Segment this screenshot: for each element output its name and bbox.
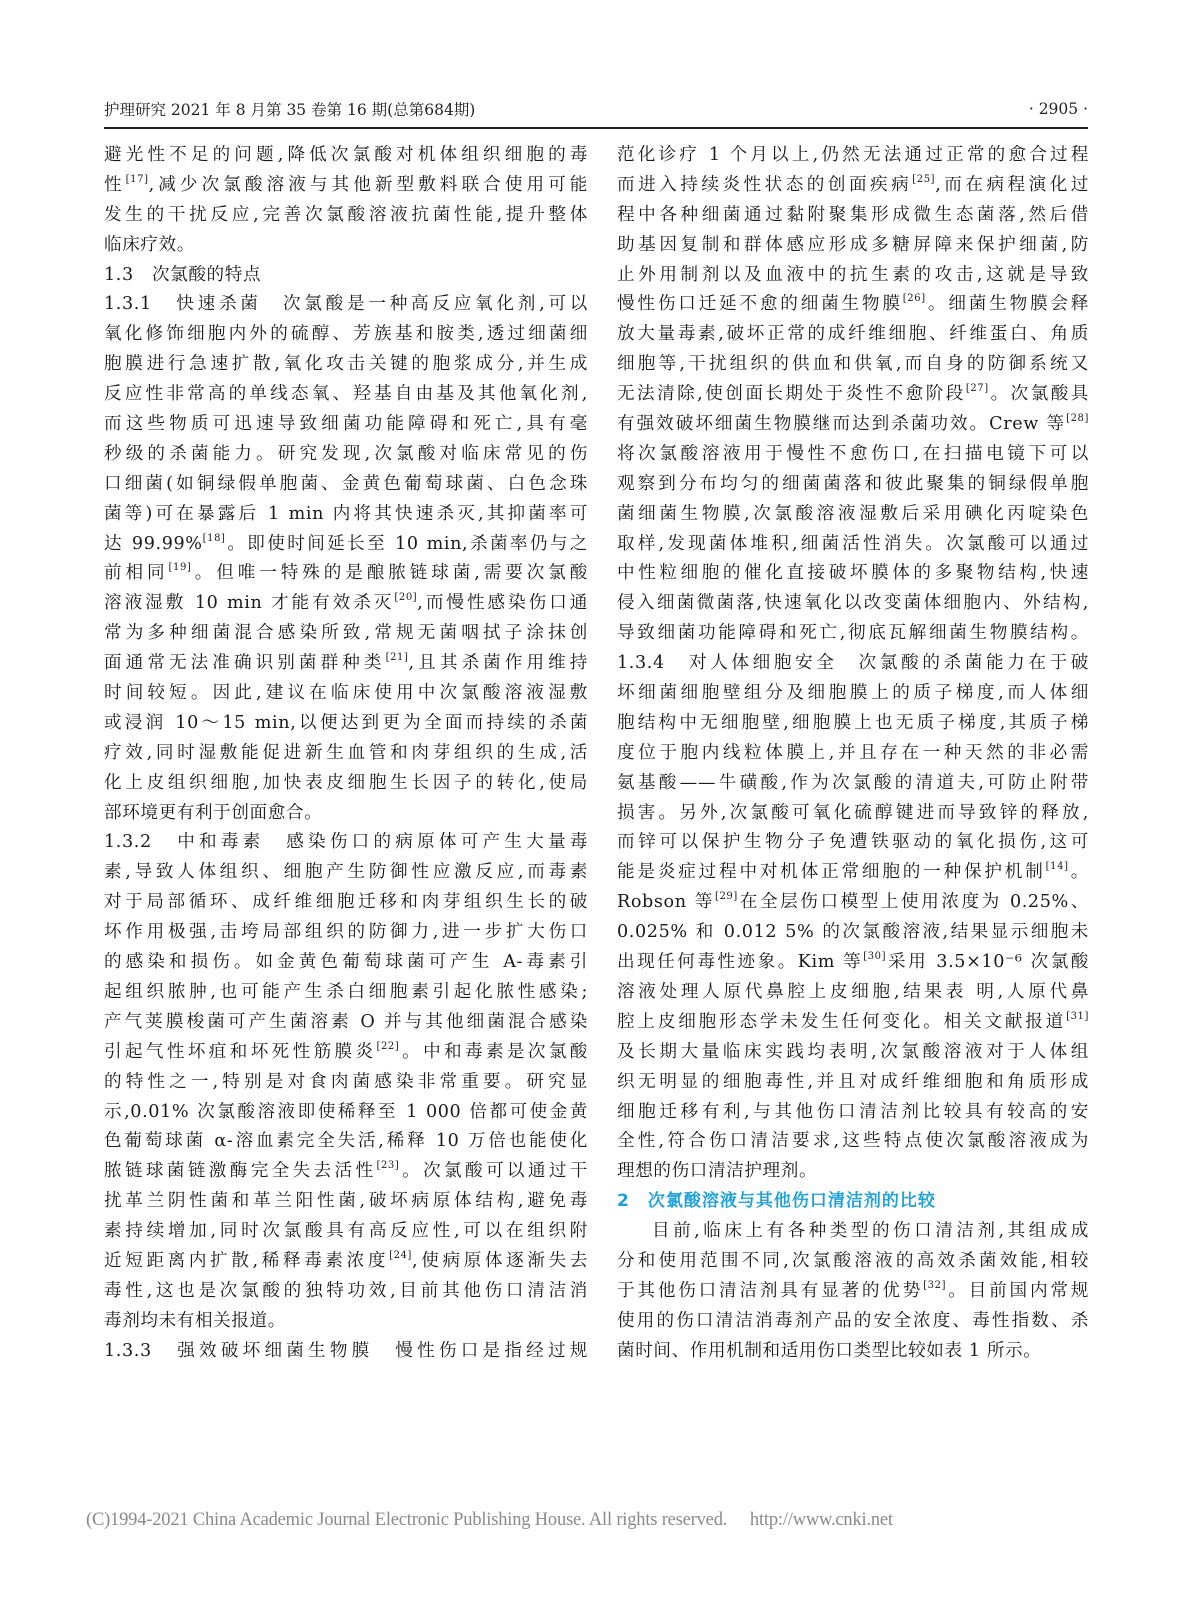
- text-line: [104, 948, 588, 978]
- text-line: [617, 828, 1089, 858]
- line-text: 细胞迁移有利,与其他伤口清洁剂比较具有较高的安: [617, 1101, 1089, 1122]
- text-line: [104, 858, 588, 888]
- citation-ref: [17]: [125, 173, 149, 185]
- text-line: [617, 948, 1089, 978]
- citation-ref: [27]: [965, 383, 989, 395]
- citation-ref: [31]: [1066, 1010, 1089, 1022]
- line-text: 或浸润 10～15 min,以便达到更为全面而持续的杀菌: [104, 712, 588, 733]
- text-line: [104, 1247, 588, 1277]
- line-text: 素持续增加,同时次氯酸具有高反应性,可以在组织附: [104, 1221, 588, 1242]
- text-line: [617, 1277, 1089, 1307]
- citation-ref: [21]: [385, 652, 409, 664]
- line-text: ,而慢性感染伤口通: [417, 593, 588, 614]
- line-text: 及长期大量临床实践均表明,次氯酸溶液对于人体组: [617, 1041, 1089, 1062]
- line-text: 胞结构中无细胞壁,细胞膜上也无质子梯度,其质子梯: [617, 712, 1089, 733]
- text-line: [617, 679, 1089, 709]
- text-line: [104, 559, 588, 589]
- text-line: [617, 559, 1089, 589]
- citation-ref: [19]: [168, 562, 192, 574]
- line-text: 近短距离内扩散,稀释毒素浓度: [104, 1250, 390, 1271]
- line-text: 而进入持续炎性状态的创面疾病: [617, 174, 913, 195]
- text-line: [617, 799, 1089, 829]
- text-line: [104, 679, 588, 709]
- text-line: [104, 799, 588, 829]
- text-line: [104, 619, 588, 649]
- line-text: 素,导致人体组织、细胞产生防御性应激反应,而毒素: [104, 862, 588, 883]
- text-line: [617, 1337, 1089, 1367]
- text-line: [104, 1038, 588, 1068]
- citation-ref: [14]: [1045, 861, 1069, 873]
- line-text: 中性粒细胞的催化直接破坏膜体的多聚物结构,快速: [617, 563, 1089, 584]
- line-text: 无法清除,使创面长期处于炎性不愈阶段: [617, 384, 966, 405]
- page-number: · 2905 ·: [1028, 100, 1088, 118]
- citation-ref: [20]: [394, 592, 418, 604]
- line-text: 将次氯酸溶液用于慢性不愈伤口,在扫描电镜下可以: [617, 443, 1089, 464]
- line-text: 扰革兰阴性菌和革兰阳性菌,破坏病原体结构,避免毒: [104, 1191, 588, 1212]
- text-line: [104, 290, 588, 320]
- text-line: [617, 171, 1089, 201]
- line-text: 损害。另外,次氯酸可氧化硫醇键进而导致锌的释放,: [617, 802, 1089, 823]
- line-text: 1.3 次氯酸的特点: [104, 264, 262, 285]
- right-column: [617, 141, 1089, 1367]
- text-line: [617, 1157, 1089, 1187]
- text-line: [617, 888, 1089, 918]
- line-text: 疗效,同时湿敷能促进新生血管和肉芽组织的生成,活: [104, 742, 588, 763]
- copyright-footer: (C)1994-2021 China Academic Journal Electronic Publishing House. All rights reserved. http://www.cnki.net: [86, 1510, 893, 1530]
- line-text: 。次氯酸可以通过干: [399, 1161, 588, 1182]
- line-text: 时间较短。因此,建议在临床使用中次氯酸溶液湿敷: [104, 683, 588, 704]
- line-text: 0.025% 和 0.012 5% 的次氯酸溶液,结果显示细胞未: [617, 922, 1089, 943]
- text-line: [104, 1277, 588, 1307]
- line-text: 达 99.99%: [104, 533, 203, 554]
- text-line: [104, 410, 588, 440]
- text-line: [617, 380, 1089, 410]
- text-line: [104, 380, 588, 410]
- line-text: 而锌可以保护生物分子免遭铁驱动的氧化损伤,这可: [617, 832, 1089, 853]
- text-line: [617, 709, 1089, 739]
- text-line: [104, 201, 588, 231]
- text-line: [617, 440, 1089, 470]
- left-column: [104, 141, 588, 1367]
- line-text: 部环境更有利于创面愈合。: [104, 802, 323, 823]
- line-text: ,减少次氯酸溶液与其他新型敷料联合使用可能: [148, 174, 588, 195]
- text-line: [104, 231, 588, 261]
- text-line: [617, 141, 1089, 171]
- line-text: 。即使时间延长至 10 min,杀菌率仍与之: [225, 533, 588, 554]
- line-text: 使用的伤口清洁消毒剂产品的安全浓度、毒性指数、杀: [617, 1310, 1089, 1331]
- citation-ref: [29]: [714, 891, 738, 903]
- text-line: [104, 141, 588, 171]
- citation-ref: [22]: [376, 1040, 400, 1052]
- line-text: 于其他伤口清洁剂具有显著的优势: [617, 1280, 924, 1301]
- line-text: 口细菌(如铜绿假单胞菌、金黄色葡萄球菌、白色念珠: [104, 473, 588, 494]
- line-text: 放大量毒素,破坏正常的成纤维细胞、纤维蛋白、角质: [617, 324, 1089, 345]
- text-line: [617, 1098, 1089, 1128]
- citation-ref: [28]: [1066, 413, 1089, 425]
- line-text: 坏细菌细胞壁组分及细胞膜上的质子梯度,而人体细: [617, 683, 1089, 704]
- line-text: 的感染和损伤。如金黄色葡萄球菌可产生 A-毒素引: [104, 952, 588, 973]
- line-text: 菌时间、作用机制和适用伤口类型比较如表 1 所示。: [617, 1340, 1042, 1361]
- text-line: [617, 350, 1089, 380]
- text-line: [104, 350, 588, 380]
- line-text: 慢性伤口迁延不愈的细菌生物膜: [617, 294, 903, 315]
- line-text: 能是炎症过程中对机体正常细胞的一种保护机制: [617, 862, 1046, 883]
- text-line: [617, 470, 1089, 500]
- line-text: 度位于胞内线粒体膜上,并且存在一种天然的非必需: [617, 742, 1089, 763]
- line-text: 溶液处理人原代鼻腔上皮细胞,结果表 明,人原代鼻: [617, 981, 1089, 1002]
- citation-ref: [25]: [912, 173, 936, 185]
- line-text: 氨基酸——牛磺酸,作为次氯酸的清道夫,可防止附带: [617, 772, 1089, 793]
- line-text: 细胞等,干扰组织的供血和供氧,而自身的防御系统又: [617, 354, 1089, 375]
- line-text: 1.3.4 对人体细胞安全 次氯酸的杀菌能力在于破: [617, 653, 1089, 674]
- line-text: 胞膜进行急速扩散,氧化攻击关键的胞浆成分,并生成: [104, 354, 588, 375]
- line-text: 取样,发现菌体堆积,细菌活性消失。次氯酸可以通过: [617, 533, 1089, 554]
- line-text: 观察到分布均匀的细菌菌落和彼此聚集的铜绿假单胞: [617, 473, 1089, 494]
- text-line: [617, 769, 1089, 799]
- line-text: 化上皮组织细胞,加快表皮细胞生长因子的转化,使局: [104, 772, 588, 793]
- line-text: 有强效破坏细菌生物膜继而达到杀菌功效。Crew 等: [617, 414, 1067, 435]
- line-text: 。目前国内常规: [946, 1280, 1089, 1301]
- line-text: 前相同: [104, 563, 169, 584]
- line-text: 理想的伤口清洁护理剂。: [617, 1161, 818, 1182]
- line-text: 引起气性坏疽和坏死性筋膜炎: [104, 1041, 377, 1062]
- line-text: 脓链球菌链激酶完全失去活性: [104, 1161, 377, 1182]
- text-line: [104, 470, 588, 500]
- line-text: 全性,符合伤口清洁要求,这些特点使次氯酸溶液成为: [617, 1131, 1089, 1152]
- text-line: [617, 530, 1089, 560]
- line-text: 侵入细菌微菌落,快速氧化以改变菌体细胞内、外结构,: [617, 593, 1089, 614]
- text-line: [104, 1127, 588, 1157]
- line-text: 在全层伤口模型上使用浓度为 0.25%、: [737, 892, 1089, 913]
- line-text: 。次氯酸具: [988, 384, 1089, 405]
- text-line: [104, 649, 588, 679]
- line-text: 织无明显的细胞毒性,并且对成纤维细胞和角质形成: [617, 1071, 1089, 1092]
- citation-ref: [23]: [376, 1160, 400, 1172]
- text-line: [617, 290, 1089, 320]
- text-line: [617, 1127, 1089, 1157]
- text-line: [104, 530, 588, 560]
- subsection-heading: [104, 261, 588, 291]
- text-line: [104, 888, 588, 918]
- text-line: [104, 1157, 588, 1187]
- line-text: 腔上皮细胞形态学未发生任何变化。相关文献报道: [617, 1011, 1067, 1032]
- line-text: 1.3.2 中和毒素 感染伤口的病原体可产生大量毒: [104, 832, 588, 853]
- text-line: [104, 769, 588, 799]
- text-line: [617, 1038, 1089, 1068]
- line-text: 1.3.1 快速杀菌 次氯酸是一种高反应氧化剂,可以: [104, 294, 588, 315]
- line-text: 程中各种细菌通过黏附聚集形成微生态菌落,然后借: [617, 204, 1089, 225]
- line-text: 临床疗效。: [104, 234, 195, 255]
- line-text: 色葡萄球菌 α-溶血素完全失活,稀释 10 万倍也能使化: [104, 1131, 588, 1152]
- text-line: [617, 1217, 1089, 1247]
- line-text: 避光性不足的问题,降低次氯酸对机体组织细胞的毒: [104, 145, 588, 165]
- text-line: [104, 918, 588, 948]
- citation-ref: [26]: [902, 293, 926, 305]
- line-text: 1.3.3 强效破坏细菌生物膜 慢性伤口是指经过规: [104, 1340, 588, 1361]
- line-text: 。细菌生物膜会释: [925, 294, 1089, 315]
- line-text: 反应性非常高的单线态氧、羟基自由基及其他氧化剂,: [104, 384, 588, 405]
- line-text: 产气荚膜梭菌可产生菌溶素 O 并与其他细菌混合感染: [104, 1011, 588, 1032]
- text-line: [617, 201, 1089, 231]
- citation-ref: [24]: [389, 1249, 413, 1261]
- line-text: ,使病原体逐渐失去: [412, 1250, 588, 1271]
- line-text: 对于局部循环、成纤维细胞迁移和肉芽组织生长的破: [104, 892, 588, 913]
- line-text: 出现任何毒性迹象。Kim 等: [617, 952, 864, 973]
- line-text: 2 次氯酸溶液与其他伤口清洁剂的比较: [617, 1191, 936, 1212]
- header-divider: [104, 127, 1088, 129]
- text-line: [617, 231, 1089, 261]
- line-text: 坏作用极强,击垮局部组织的防御力,进一步扩大伤口: [104, 922, 588, 943]
- line-text: 导致细菌功能障碍和死亡,彻底瓦解细菌生物膜结构。: [617, 623, 1089, 644]
- line-text: 毒性,这也是次氯酸的独特功效,目前其他伤口清洁消: [104, 1280, 588, 1301]
- text-line: [617, 261, 1089, 291]
- line-text: 面通常无法准确识别菌群种类: [104, 653, 386, 674]
- text-line: [617, 978, 1089, 1008]
- text-line: [617, 918, 1089, 948]
- text-line: [104, 1187, 588, 1217]
- line-text: 示,0.01% 次氯酸溶液即使稀释至 1 000 倍都可使金黄: [104, 1101, 588, 1122]
- line-text: 采用 3.5×10⁻⁶ 次氯酸: [886, 952, 1089, 973]
- text-line: [104, 1217, 588, 1247]
- line-text: ,而在病程演化过: [935, 174, 1089, 195]
- text-line: [617, 739, 1089, 769]
- section-heading: [617, 1187, 1089, 1217]
- line-text: 。但唯一特殊的是酿脓链球菌,需要次氯酸: [191, 563, 588, 584]
- text-line: [104, 978, 588, 1008]
- text-line: [104, 709, 588, 739]
- line-text: 毒剂均未有相关报道。: [104, 1310, 286, 1331]
- line-text: 溶液湿敷 10 min 才能有效杀灭: [104, 593, 395, 614]
- text-line: [617, 320, 1089, 350]
- text-line: [104, 1068, 588, 1098]
- text-line: [104, 1337, 588, 1367]
- text-line: [617, 858, 1089, 888]
- journal-citation: 护理研究 2021 年 8 月第 35 卷第 16 期(总第684期): [104, 101, 476, 119]
- line-text: 范化诊疗 1 个月以上,仍然无法通过正常的愈合过程: [617, 145, 1089, 165]
- text-line: [617, 589, 1089, 619]
- line-text: 氧化修饰细胞内外的硫醇、芳族基和胺类,透过细菌细: [104, 324, 588, 345]
- line-text: 而这些物质可迅速导致细菌功能障碍和死亡,具有毫: [104, 414, 588, 435]
- running-header: [104, 92, 1088, 126]
- line-text: 菌细菌生物膜,次氯酸溶液湿敷后采用碘化丙啶染色: [617, 503, 1089, 524]
- text-line: [617, 1307, 1089, 1337]
- text-line: [104, 171, 588, 201]
- line-text: 发生的干扰反应,完善次氯酸溶液抗菌性能,提升整体: [104, 204, 588, 225]
- line-text: Robson 等: [617, 892, 715, 913]
- text-line: [104, 828, 588, 858]
- text-line: [104, 320, 588, 350]
- line-text: 目前,临床上有各种类型的伤口清洁剂,其组成成: [652, 1221, 1089, 1242]
- line-text: 分和使用范围不同,次氯酸溶液的高效杀菌效能,相较: [617, 1250, 1089, 1271]
- text-line: [104, 589, 588, 619]
- line-text: 止外用制剂以及血液中的抗生素的攻击,这就是导致: [617, 264, 1089, 285]
- text-line: [617, 649, 1089, 679]
- line-text: 菌等)可在暴露后 1 min 内将其快速杀灭,其抑菌率可: [104, 503, 588, 524]
- line-text: 助基因复制和群体感应形成多糖屏障来保护细菌,防: [617, 234, 1089, 255]
- text-line: [617, 1068, 1089, 1098]
- line-text: 的特性之一,特别是对食肉菌感染非常重要。研究显: [104, 1071, 588, 1092]
- text-line: [617, 619, 1089, 649]
- text-line: [104, 739, 588, 769]
- line-text: 起组织脓肿,也可能产生杀白细胞素引起化脓性感染;: [104, 981, 588, 1002]
- line-text: 性: [104, 174, 126, 195]
- text-line: [104, 1008, 588, 1038]
- line-text: 秒级的杀菌能力。研究发现,次氯酸对临床常见的伤: [104, 443, 588, 464]
- line-text: 。: [1068, 862, 1089, 883]
- line-text: 。中和毒素是次氯酸: [399, 1041, 588, 1062]
- text-line: [104, 1307, 588, 1337]
- text-line: [104, 500, 588, 530]
- citation-ref: [32]: [923, 1279, 947, 1291]
- text-line: [617, 1247, 1089, 1277]
- text-line: [617, 500, 1089, 530]
- text-line: [617, 1008, 1089, 1038]
- text-line: [617, 410, 1089, 440]
- citation-ref: [30]: [863, 951, 887, 963]
- line-text: ,且其杀菌作用维持: [408, 653, 588, 674]
- text-line: [104, 1098, 588, 1128]
- text-line: [104, 440, 588, 470]
- citation-ref: [18]: [202, 532, 226, 544]
- line-text: 常为多种细菌混合感染所致,常规无菌咽拭子涂抹创: [104, 623, 588, 644]
